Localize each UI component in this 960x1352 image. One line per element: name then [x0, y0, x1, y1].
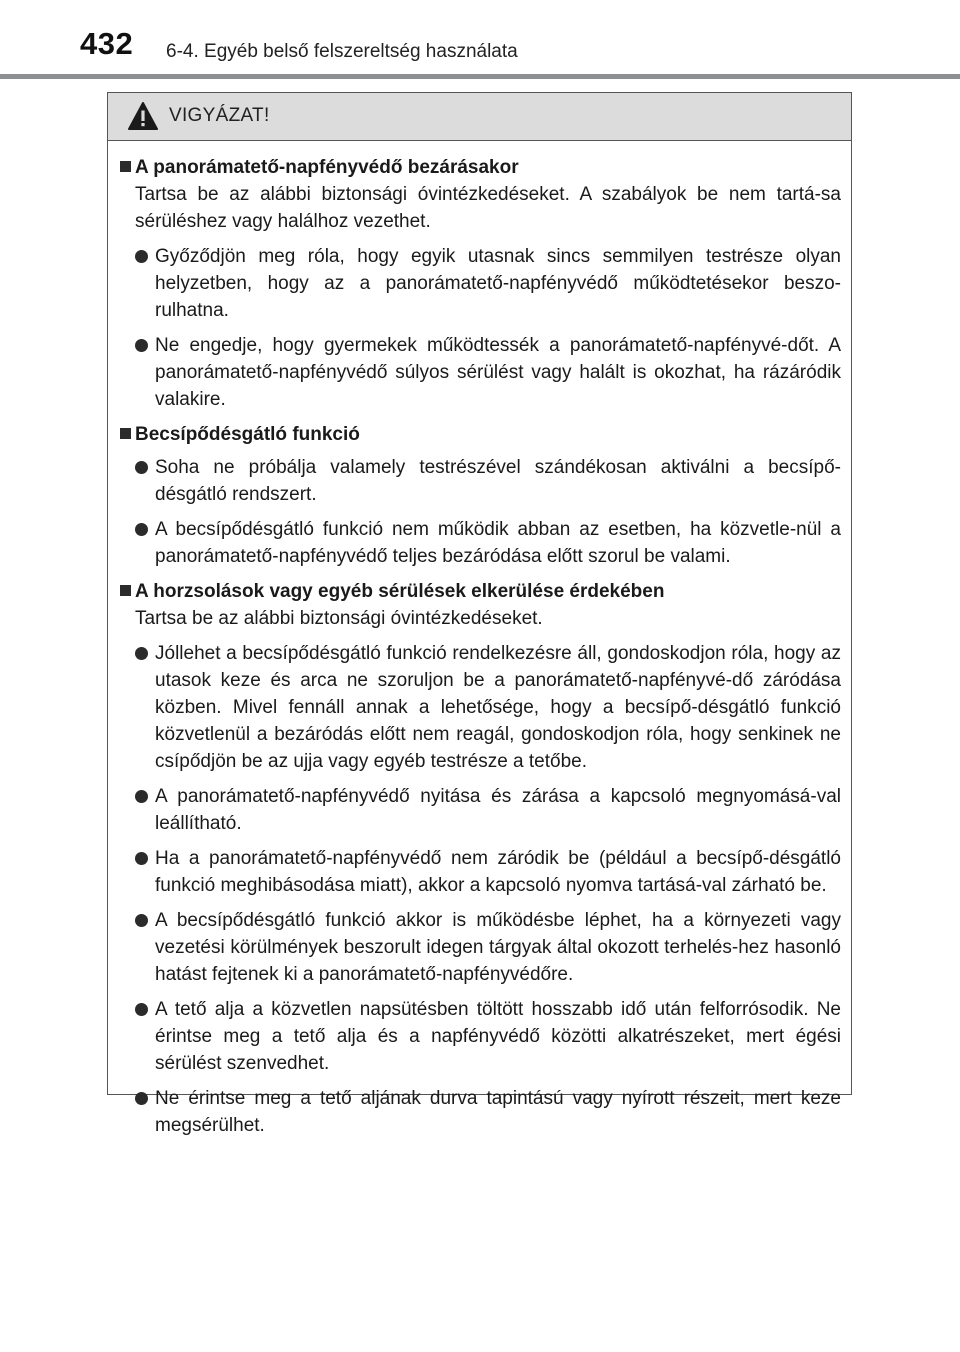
list-item	[120, 783, 841, 837]
warning-header	[108, 93, 851, 141]
section-heading	[120, 421, 841, 448]
list-item-text: A becsípődésgátló funkció akkor is működésbe léphet, ha a környezeti vagy vezetési körülmények beszorult idegen tárgyak által okozott terhelés-hez hasonló hatást fejtenek ki a panorámatető-napfényvédőre.	[155, 910, 841, 985]
section-heading-text: A horzsolások vagy egyéb sérülések elkerülése érdekében	[135, 581, 665, 602]
warning-body	[108, 141, 851, 1139]
header-divider	[0, 74, 960, 79]
round-bullet-icon	[135, 1003, 148, 1016]
list-item-text: A panorámatető-napfényvédő nyitása és zárása a kapcsoló megnyomásá-val leállítható.	[155, 786, 841, 834]
list-item	[120, 243, 841, 324]
square-bullet-icon	[120, 428, 131, 439]
list-item-text: Jóllehet a becsípődésgátló funkció rendelkezésre áll, gondoskodjon róla, hogy az utasok keze és arca ne szoruljon be a panorámatető-napfényvé-dő záródása közben. Mivel fennáll annak a lehetősége, hogy a becsípő-désgátló funkció közvetlenül a bezáródás előtt nem reagál, gondoskodjon róla, hogy senkinek ne csípődjön be az ujja vagy egyéb testrésze a tetőbe.	[155, 643, 841, 772]
list-item-text: Ne érintse meg a tető aljának durva tapintású vagy nyírott részeit, mert keze megsérülhet.	[155, 1088, 841, 1136]
page-number: 432	[80, 26, 134, 61]
list-item	[120, 454, 841, 508]
section-heading	[120, 578, 841, 605]
warning-label: VIGYÁZAT!	[169, 105, 270, 126]
round-bullet-icon	[135, 461, 148, 474]
list-item-text: A tető alja a közvetlen napsütésben töltött hosszabb idő után felforrósodik. Ne érintse meg a tető alja és a napfényvédő közötti alkatrészeket, mert égési sérülést szenvedhet.	[155, 999, 841, 1074]
section-title: 6-4. Egyéb belső felszereltség használata	[166, 41, 518, 62]
list-item	[120, 516, 841, 570]
list-item	[120, 996, 841, 1077]
list-item-text: Soha ne próbálja valamely testrészével szándékosan aktiválni a becsípő-désgátló rendszert.	[155, 457, 841, 505]
section-intro: Tartsa be az alábbi biztonsági óvintézkedéseket.	[135, 608, 543, 629]
section-heading	[120, 154, 841, 181]
section-heading-text: Becsípődésgátló funkció	[135, 424, 360, 445]
section-intro: Tartsa be az alábbi biztonsági óvintézkedéseket. A szabályok be nem tartá-sa sérüléshez vagy halálhoz vezethet.	[135, 184, 841, 232]
list-item	[120, 845, 841, 899]
list-item	[120, 907, 841, 988]
warning-box	[107, 92, 852, 1136]
square-bullet-icon	[120, 161, 131, 172]
round-bullet-icon	[135, 523, 148, 536]
list-item-text: Ha a panorámatető-napfényvédő nem záródik be (például a becsípő-désgátló funkció meghibásodása miatt), akkor a kapcsoló nyomva tartásá-val zárható be.	[155, 848, 841, 896]
round-bullet-icon	[135, 339, 148, 352]
list-item	[120, 1085, 841, 1139]
round-bullet-icon	[135, 790, 148, 803]
round-bullet-icon	[135, 914, 148, 927]
list-item	[120, 332, 841, 413]
page-header	[0, 0, 960, 80]
list-item-text: Ne engedje, hogy gyermekek működtessék a panorámatető-napfényvé-dőt. A panorámatető-napfényvédő súlyos sérülést vagy halált is okozhat, ha rázáródik valakire.	[155, 335, 841, 410]
round-bullet-icon	[135, 852, 148, 865]
section-heading-text: A panorámatető-napfényvédő bezárásakor	[135, 157, 519, 178]
round-bullet-icon	[135, 647, 148, 660]
list-item-text: Győződjön meg róla, hogy egyik utasnak sincs semmilyen testrésze olyan helyzetben, hogy az a panorámatető-napfényvédő működtetésekor beszo-rulhatna.	[155, 246, 841, 321]
round-bullet-icon	[135, 250, 148, 263]
list-item	[120, 640, 841, 775]
round-bullet-icon	[135, 1092, 148, 1105]
warning-triangle-icon	[127, 101, 159, 131]
list-item-text: A becsípődésgátló funkció nem működik abban az esetben, ha közvetle-nül a panorámatető-napfényvédő teljes bezáródása előtt szorul be valami.	[155, 519, 841, 567]
square-bullet-icon	[120, 585, 131, 596]
